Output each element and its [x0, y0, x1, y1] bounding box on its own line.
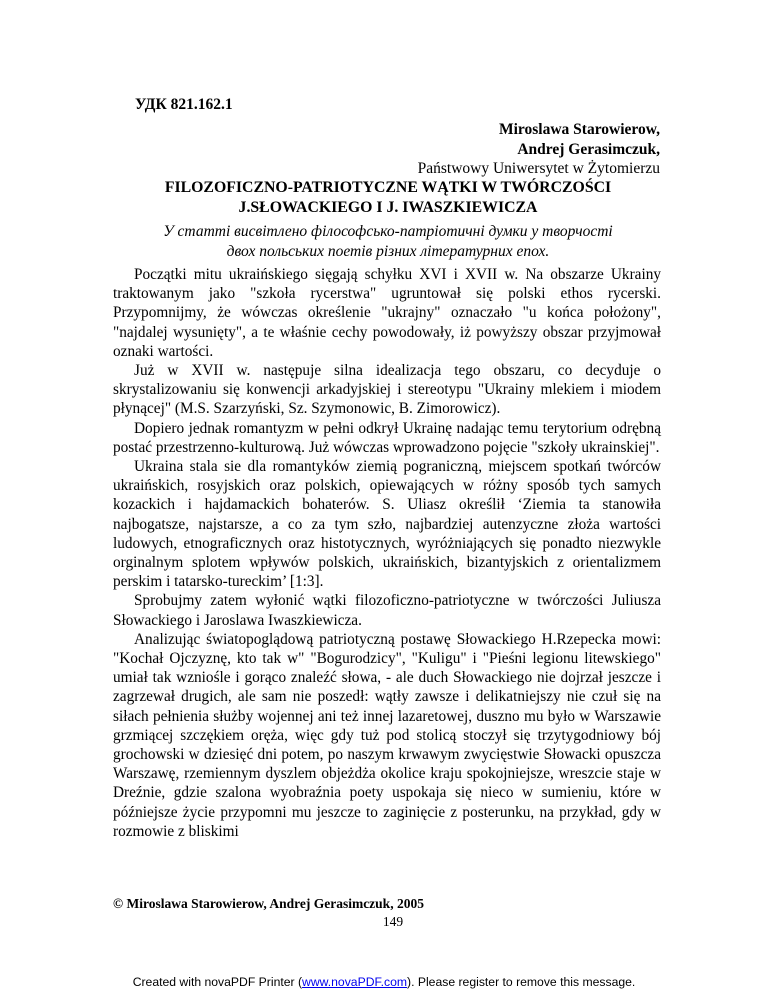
- paragraph-3: Dopiero jednak romantyzm w pełni odkrył Ukrainę nadając temu terytorium odrębną postać przestrzenno-kulturową. Już wówczas wprowadzono pojęcie "szkoły ukrainskiej".: [113, 419, 661, 456]
- pdf-watermark: [0, 975, 768, 989]
- article-title: [114, 178, 662, 218]
- abstract-line-2: двох польських поетів різних літературних епох.: [226, 243, 550, 260]
- watermark-link[interactable]: www.novaPDF.com: [302, 975, 408, 989]
- abstract-line-1: У статті висвітлено філософсько-патріотичні думки у творчості: [163, 223, 613, 240]
- title-line-2: J.SŁOWACKIEGO I J. IWASZKIEWICZA: [238, 199, 538, 216]
- title-line-1: FILOZOFICZNO-PATRIOTYCZNE WĄTKI W TWÓRCZOŚCI: [164, 179, 612, 196]
- copyright-note: © Miroslawa Starowierow, Andrej Gerasimczuk, 2005: [113, 896, 424, 911]
- paragraph-1: Początki mitu ukraińskiego sięgają schyłku XVI i XVII w. Na obszarze Ukrainy traktowanym jako "szkoła rycerstwa" ugruntował się polski ethos rycerski. Przypomnijmy, że wówczas określenie "ukrajny" oznaczało "u końca położony", "najdalej wysunięty", a te właśnie cechy powodowały, iż powyższy obszar przyjmował oznaki wartości.: [113, 266, 661, 360]
- paragraph-5: Sprobujmy zatem wyłonić wątki filozoficzno-patriotyczne w twórczości Juliusza Słowackiego i Jaroslawa Iwaszkiewicza.: [113, 592, 661, 629]
- affiliation: Państwowy Uniwersytet w Żytomierzu: [417, 160, 660, 177]
- abstract: [114, 222, 662, 262]
- watermark-suffix: ). Please register to remove this message.: [407, 975, 636, 989]
- watermark-prefix: Created with novaPDF Printer (: [132, 975, 303, 989]
- author-2: Andrej Gerasimczuk,: [517, 140, 660, 158]
- article-body: [113, 265, 661, 841]
- paragraph-2: Już w XVII w. następuje silna idealizacja tego obszaru, co decyduje o skrystalizowaniu się konwencji arkadyjskiej i stereotypu "Ukrainy mlekiem i miodem płynącej" (M.S. Szarzyński, Sz. Szymonowic, B. Zimorowicz).: [113, 362, 661, 418]
- paragraph-6: Analizując światopoglądową patriotyczną postawę Słowackiego H.Rzepecka mowi: "Kochał Ojczyznę, kto tak w" "Bogurodzicy", "Kuligu" i "Pieśni legionu litewskiego" umiał tak wzniośle i gorąco znaleźć słowa, - ale duch Słowackiego nie dojrzał jeszcze i zagrzewał drugich, ale sam nie poszedł: wątły zawsze i delikatniejszy nie czuł się na siłach pełnienia służby wojennej ani też innej lazaretowej, duszno mu było w Warszawie grzmiącej szczękiem oręża, więc gdy tuż pod stolicą stoczył się trzytygodniowy bój grochowski w dziesięć dni potem, po naszym krwawym zwycięstwie Słowacki opuszcza Warszawę, rzemiennym dyszlem objeżdża okolice kraju spokojniejsze, wreszcie staje w Dreźnie, gdzie szalona wyobraźnia poety uspokaja się nieco w sumieniu, które w późniejsze życie przypomni mu jeszcze to zaginięcie z posterunku, na przykład, gdy w rozmowie z bliskimi: [113, 630, 661, 840]
- author-1: Miroslawa Starowierow,: [498, 121, 660, 138]
- udk-code: УДК 821.162.1: [135, 96, 233, 113]
- author-block: [418, 120, 660, 179]
- paragraph-4: Ukraina stala sie dla romantyków ziemią pograniczną, miejscem spotkań twórców ukraińskich, rosyjskich oraz polskich, opiewających w różny sposób tych samych kozackich i hajdamackich bohaterów. S. Uliasz określił ‘Ziemia ta stanowiła najbogatsze, najstarsze, a co za tym szło, najbardziej autenzyczne złoża wartości ludowych, etnograficznych oraz histotycznych, wyróżniających się ponadto niezwykle orginalnym splotem wpływów polskich, ukraińskich, bizantyjskich z orientalizmem perskim i tatarsko-tureckim’ [1:3].: [113, 458, 661, 591]
- page-number: 149: [382, 914, 404, 929]
